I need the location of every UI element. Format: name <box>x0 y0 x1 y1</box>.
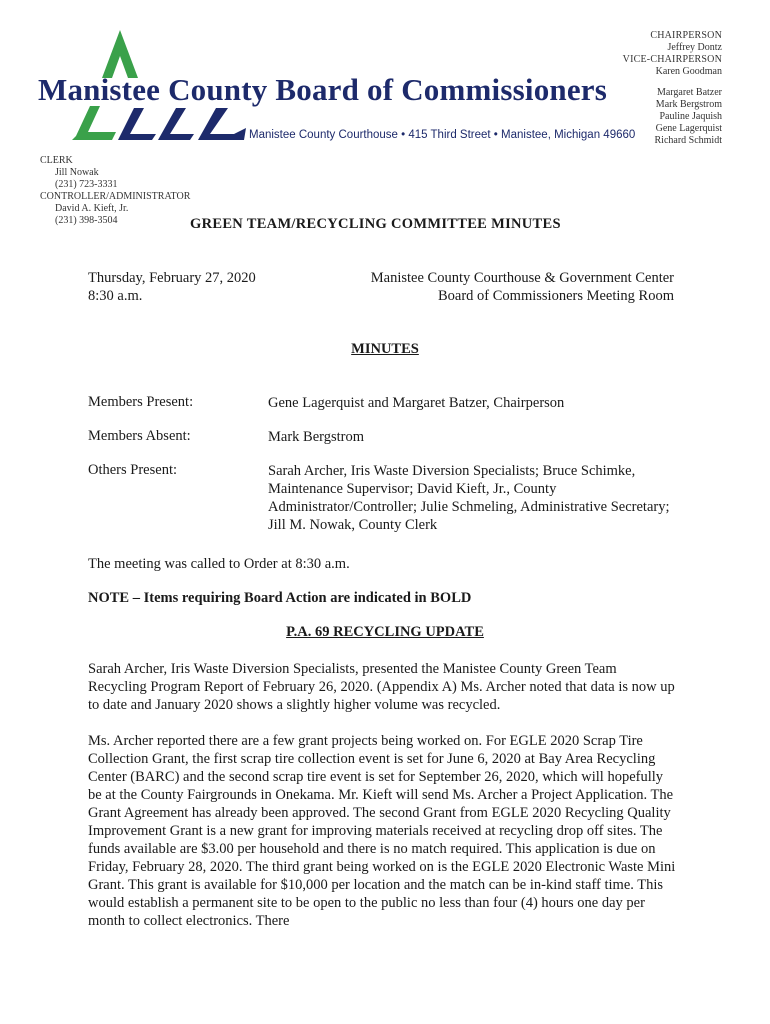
members-present-value: Gene Lagerquist and Margaret Batzer, Chairperson <box>268 395 565 411</box>
member-name: Margaret Batzer <box>656 87 722 98</box>
controller-name: David A. Kieft, Jr. <box>55 203 129 214</box>
chairperson-title: CHAIRPERSON <box>650 30 722 41</box>
location-line-2: Board of Commissioners Meeting Room <box>437 288 674 304</box>
others-present-label: Others Present: <box>88 462 177 478</box>
vice-chairperson-name: Karen Goodman <box>655 66 722 77</box>
clerk-phone: (231) 723-3331 <box>55 179 118 190</box>
officers-list <box>582 30 722 147</box>
meeting-time: 8:30 a.m. <box>88 288 143 304</box>
section-heading: P.A. 69 RECYCLING UPDATE <box>286 624 484 640</box>
org-name: Manistee County Board of Commissioners <box>38 72 608 107</box>
meeting-location <box>371 269 674 305</box>
members-present-label: Members Present: <box>88 394 194 410</box>
member-name: Pauline Jaquish <box>659 111 722 122</box>
member-name: Gene Lagerquist <box>655 123 722 134</box>
members-absent-label: Members Absent: <box>88 428 191 444</box>
org-address: Manistee County Courthouse • 415 Third Street • Manistee, Michigan 49660 <box>249 129 636 141</box>
member-name: Mark Bergstrom <box>655 99 722 110</box>
minutes-heading: MINUTES <box>351 341 419 357</box>
clerk-title: CLERK <box>40 155 73 166</box>
members-absent-value: Mark Bergstrom <box>268 429 364 445</box>
clerk-name: Jill Nowak <box>55 167 99 178</box>
controller-title: CONTROLLER/ADMINISTRATOR <box>40 191 191 202</box>
paragraph-report: Sarah Archer, Iris Waste Diversion Specialists, presented the Manistee County Green Team Recycling Program Report of February 26, 2020. (Appendix A) Ms. Archer noted that data is now up to date and January 2020 shows a slightly higher volume was recycled. <box>88 661 675 713</box>
meeting-date: Thursday, February 27, 2020 <box>88 270 256 286</box>
document-title: GREEN TEAM/RECYCLING COMMITTEE MINUTES <box>190 216 561 232</box>
controller-phone: (231) 398-3504 <box>55 215 118 226</box>
vice-chairperson-title: VICE-CHAIRPERSON <box>622 54 722 65</box>
paragraph-grants: Ms. Archer reported there are a few grant projects being worked on. For EGLE 2020 Scrap Tire Collection Grant, the first scrap tire collection event is set for June 6, 2020 at Bay Area Recycling Center (BARC) and the second scrap tire event is set for September 26, 2020, which will hopefully be at the County Fairgrounds in Onekama. Mr. Kieft will send Ms. Archer a Project Application. The Grant Agreement has already been approved. The second Grant from EGLE 2020 Recycling Quality Improvement Grant is a new grant for improving materials received at recycling drop off sites. The funds available are $3.00 per household and there is no match required. This application is due on Friday, February 28, 2020. The third grant being worked on is the EGLE 2020 Electronic Waste Mini Grant. This grant is available for $10,000 per location and the match can be in-kind staff time. This would establish a permanent site to be open to the public no less than four (4) hours one day per month to collect electronics. There <box>88 733 676 929</box>
member-name: Richard Schmidt <box>654 135 722 146</box>
others-present-value: Sarah Archer, Iris Waste Diversion Specialists; Bruce Schimke, Maintenance Supervisor; David Kieft, Jr., County Administrator/Controller; Julie Schmeling, Administrative Secretary; Jill M. Nowak, County Clerk <box>268 463 670 533</box>
meeting-datetime <box>88 269 256 305</box>
location-line-1: Manistee County Courthouse & Government Center <box>370 270 674 286</box>
call-to-order: The meeting was called to Order at 8:30 a.m. <box>88 556 350 572</box>
chairperson-name: Jeffrey Dontz <box>667 42 722 53</box>
board-action-note: NOTE – Items requiring Board Action are indicated in BOLD <box>88 590 472 606</box>
